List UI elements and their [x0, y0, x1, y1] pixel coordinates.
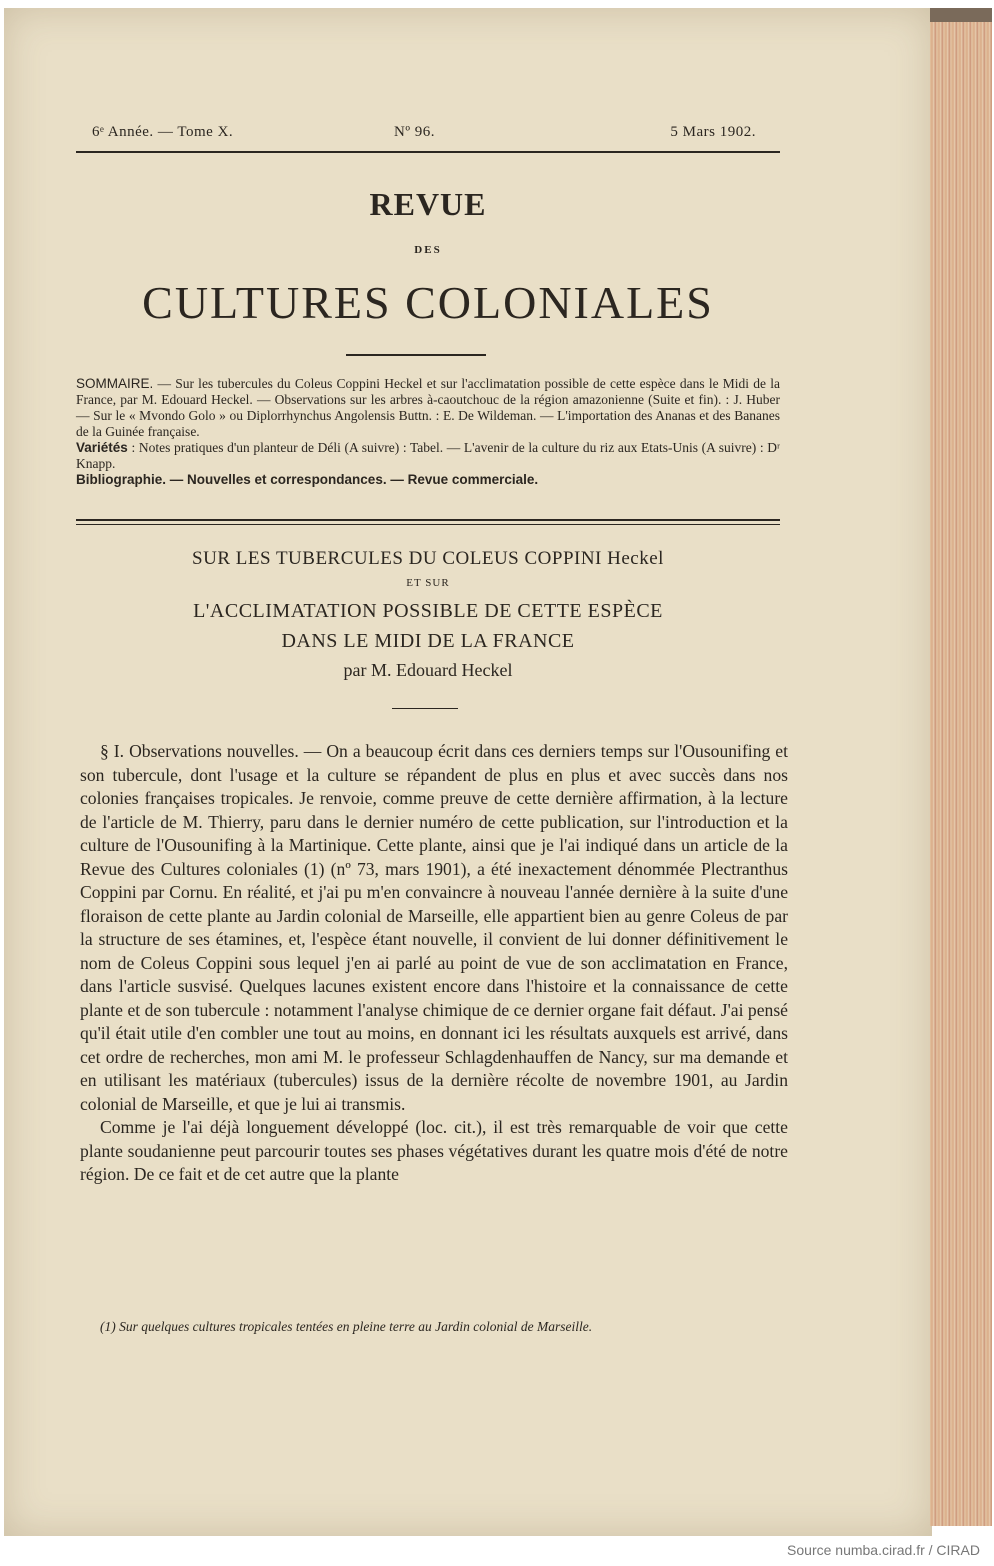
book-page-edges: [930, 22, 992, 1526]
source-credit: Source numba.cirad.fr / CIRAD: [787, 1542, 980, 1558]
issue-date: 5 Mars 1902.: [670, 124, 756, 140]
contents-rule-bottom: [76, 524, 780, 525]
paragraph: § I. Observations nouvelles. — On a beaucoup écrit dans ces derniers temps sur l'Ousounifing et son tubercule, dont l'usage et la culture se répandent de plus en plus et avec succès dans nos colonies françaises tropicales. Je renvoie, comme preuve de cette dernière affirmation, à la lecture de l'article de M. Thierry, paru dans le dernier numéro de cette publication, sur l'introduction et la culture de l'Ousounifing à la Martinique. Cette plante, ainsi que je l'ai indiqué dans un article de la Revue des Cultures coloniales (1) (nº 73, mars 1901), a été inexactement dénommée Plectranthus Coppini par Cornu. En réalité, et j'ai pu m'en convaincre à nouveau l'année dernière à la suite d'une floraison de cette plante au Jardin colonial de Marseille, elle appartient bien au genre Coleus de par la structure de ses étamines, et, l'espèce étant nouvelle, il convient de lui donner définitivement le nom de Coleus Coppini sous lequel j'en ai parlé au point de vue de son acclimatation en France, dans l'article susvisé. Quelques lacunes existent encore dans l'histoire et la connaissance de cette plante et de son tubercule : notamment l'analyse chimique de ce dernier organe fait défaut. J'ai pensé qu'il était utile d'en combler une tout au moins, en donnant ici les résultats auxquels est arrivé, dans cet ordre de recherches, mon ami M. le professeur Schlagdenhauffen de Nancy, sur ma demande et en utilisant les matériaux (tubercules) issus de la dernière récolte de novembre 1901, au Jardin colonial de Marseille, et que je lui ai transmis.: [80, 741, 788, 1114]
issue-number: Nº 96.: [394, 124, 435, 140]
sommaire-label: SOMMAIRE.: [76, 376, 154, 391]
varietes-text: : Notes pratiques d'un planteur de Déli (A suivre) : Tabel. — L'avenir de la culture du riz aux Etats-Unis (A suivre) : Dʳ Knapp.: [76, 440, 780, 471]
table-of-contents: [76, 376, 780, 488]
issue-year-volume: 6ᵉ Année. — Tome X.: [92, 124, 234, 140]
sommaire-text: — Sur les tubercules du Coleus Coppini Heckel et sur l'acclimatation possible de cette espèce dans le Midi de la France, par M. Edouard Heckel. — Observations sur les arbres à-caoutchouc de la région amazonienne (Suite et fin). : J. Huber — Sur le « Mvondo Golo » ou Diplorrhynchus Angolensis Buttn. : E. De Wildeman. — L'importation des Ananas et des Bananes de la Guinée française.: [76, 376, 780, 439]
contents-rule-top: [76, 519, 780, 521]
article-title-line4: DANS LE MIDI DE LA FRANCE: [281, 630, 575, 652]
masthead-revue: REVUE: [369, 186, 487, 222]
article-title-line3: L'ACCLIMATATION POSSIBLE DE CETTE ESPÈCE: [193, 600, 663, 622]
article-title-line1: SUR LES TUBERCULES DU COLEUS COPPINI Heckel: [192, 548, 664, 569]
varietes-label: Variétés: [76, 440, 128, 455]
header-rule: [76, 151, 780, 153]
paragraph: Comme je l'ai déjà longuement développé (loc. cit.), il est très remarquable de voir que cette plante soudanienne peut parcourir toutes ses phases végétatives durant les quatre mois d'été de notre région. De ce fait et de cet autre que la plante: [80, 1117, 788, 1184]
masthead-des: DES: [414, 244, 442, 256]
masthead-rule: [346, 354, 486, 356]
article-author: par M. Edouard Heckel: [343, 660, 513, 680]
article-title-line2: ET SUR: [406, 577, 450, 589]
bibliographie-line: Bibliographie. — Nouvelles et correspondances. — Revue commerciale.: [76, 472, 539, 487]
article-body: [80, 740, 788, 1187]
masthead-title: CULTURES COLONIALES: [142, 277, 714, 328]
footnote: (1) Sur quelques cultures tropicales tentées en pleine terre au Jardin colonial de Marseille.: [100, 1319, 593, 1334]
title-rule: [392, 708, 458, 709]
